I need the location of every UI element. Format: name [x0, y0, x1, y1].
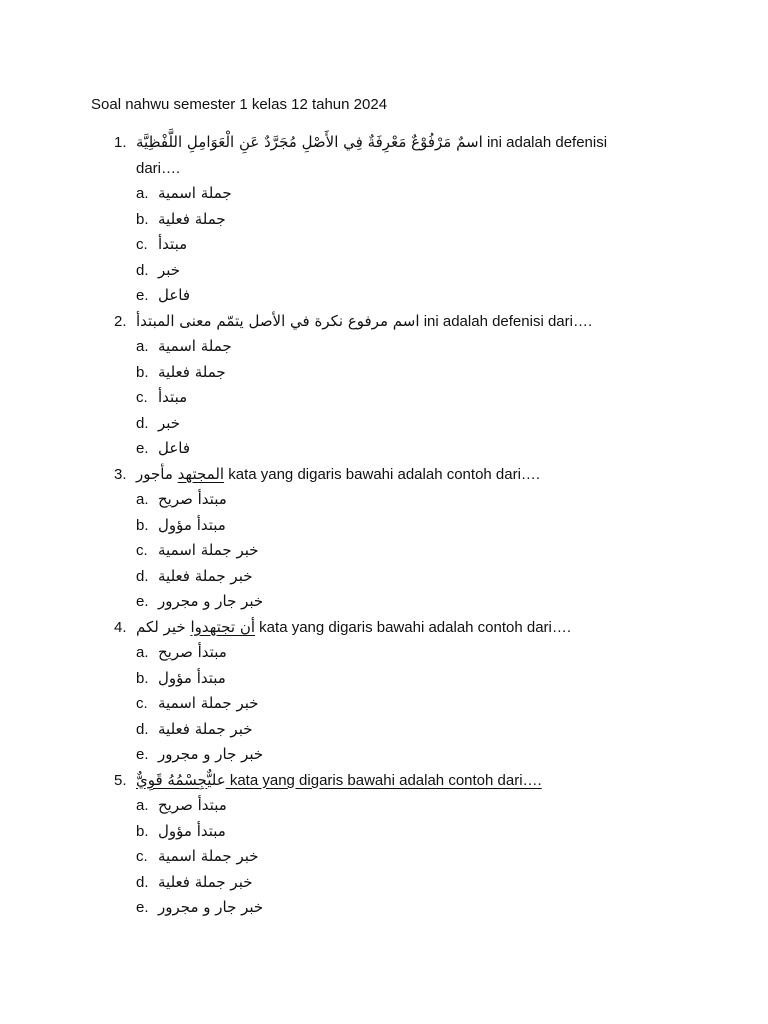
- underlined-arabic: أن تجتهدوا: [190, 617, 256, 636]
- option-letter: a.: [136, 185, 149, 202]
- option-text: خبر: [158, 260, 181, 279]
- option-text: خبر جملة فعلية: [158, 566, 253, 585]
- option-letter: c.: [136, 695, 148, 712]
- option-letter: c.: [136, 848, 148, 865]
- question-latin: kata yang digaris bawahi adalah contoh dari….: [255, 618, 572, 636]
- question-line: [0, 130, 768, 156]
- question-arabic: [136, 618, 255, 636]
- option-text: مبتدأ: [158, 235, 188, 253]
- option-text: مبتدأ مؤول: [158, 821, 226, 840]
- question-number: 5.: [114, 771, 127, 789]
- option-d: [0, 411, 768, 437]
- option-text: فاعل: [158, 439, 191, 457]
- option-letter: e.: [136, 287, 149, 304]
- option-b: [0, 819, 768, 845]
- option-c: [0, 538, 768, 564]
- underlined-arabic: جِسْمُهُ قَوِيٌّ: [136, 770, 208, 789]
- option-d: [0, 258, 768, 284]
- option-letter: b.: [136, 516, 149, 534]
- question-number: 2.: [114, 312, 127, 330]
- option-a: [0, 793, 768, 819]
- question-3: [0, 462, 768, 615]
- question-text: [136, 309, 592, 335]
- option-text: جملة فعلية: [158, 209, 226, 228]
- plain-arabic: مأجور: [136, 464, 173, 483]
- option-e: [0, 436, 768, 462]
- option-text: فاعل: [158, 286, 191, 304]
- option-letter: c.: [136, 236, 148, 253]
- option-c: [0, 232, 768, 258]
- option-letter: e.: [136, 440, 149, 457]
- option-a: [0, 640, 768, 666]
- question-line: [0, 615, 768, 641]
- question-1: [0, 130, 768, 309]
- option-text: مبتدأ: [158, 388, 188, 406]
- option-text: مبتدأ صريح: [158, 490, 227, 508]
- option-d: [0, 717, 768, 743]
- question-number: 1.: [114, 134, 127, 151]
- question-arabic: [136, 771, 226, 789]
- option-d: [0, 564, 768, 590]
- question-latin: ini adalah defenisi dari….: [419, 312, 593, 330]
- option-b: [0, 513, 768, 539]
- question-list: [0, 130, 768, 921]
- option-letter: d.: [136, 414, 149, 432]
- option-letter: c.: [136, 389, 148, 406]
- question-arabic: اسم مرفوع نكرة في الأصل يتمّم معنى المبتدأ: [136, 311, 420, 330]
- question-number: 3.: [114, 465, 127, 483]
- option-letter: d.: [136, 873, 149, 891]
- option-text: خبر جملة اسمية: [158, 847, 259, 865]
- option-text: مبتدأ صريح: [158, 643, 227, 661]
- question-line: [0, 309, 768, 335]
- question-arabic: اسمٌ مَرْفُوْعٌ مَعْرِفَةٌ فِي الأَصْلِ مُجَرَّدٌ عَنِ الْعَوَامِلِ اللَّفْظِيَّة: [136, 133, 483, 151]
- option-e: [0, 895, 768, 921]
- question-latin: ini adalah defenisi: [482, 134, 608, 151]
- question-text: [136, 130, 607, 156]
- option-text: جملة اسمية: [158, 337, 232, 355]
- option-letter: b.: [136, 822, 149, 840]
- option-text: خبر جار و مجرور: [158, 592, 264, 610]
- option-letter: a.: [136, 491, 149, 508]
- option-text: خبر: [158, 413, 181, 432]
- option-letter: a.: [136, 644, 149, 661]
- option-text: جملة فعلية: [158, 362, 226, 381]
- option-text: مبتدأ مؤول: [158, 515, 226, 534]
- option-letter: b.: [136, 363, 149, 381]
- plain-arabic: عليٌّ: [207, 770, 226, 789]
- option-a: [0, 181, 768, 207]
- option-e: [0, 742, 768, 768]
- option-d: [0, 870, 768, 896]
- question-text: [136, 768, 542, 794]
- question-continuation: dari….: [136, 159, 181, 177]
- option-letter: e.: [136, 746, 149, 763]
- option-b: [0, 207, 768, 233]
- question-line: [0, 462, 768, 488]
- question-number: 4.: [114, 618, 127, 636]
- option-a: [0, 487, 768, 513]
- option-text: خبر جار و مجرور: [158, 898, 264, 916]
- question-latin: kata yang digaris bawahi adalah contoh dari….: [224, 465, 541, 483]
- option-e: [0, 589, 768, 615]
- option-letter: b.: [136, 669, 149, 687]
- option-letter: d.: [136, 261, 149, 279]
- option-text: خبر جملة اسمية: [158, 541, 259, 559]
- option-e: [0, 283, 768, 309]
- option-letter: b.: [136, 210, 149, 228]
- question-text: [136, 615, 571, 641]
- plain-arabic: خير لكم: [136, 617, 186, 636]
- option-text: خبر جار و مجرور: [158, 745, 264, 763]
- option-letter: a.: [136, 797, 149, 814]
- option-letter: e.: [136, 593, 149, 610]
- question-2: [0, 309, 768, 462]
- document-title: Soal nahwu semester 1 kelas 12 tahun 2024: [91, 96, 388, 113]
- option-text: خبر جملة فعلية: [158, 719, 253, 738]
- question-4: [0, 615, 768, 768]
- question-line-continued: [0, 156, 768, 182]
- option-c: [0, 691, 768, 717]
- question-latin: kata yang digaris bawahi adalah contoh dari….: [225, 771, 542, 789]
- option-c: [0, 844, 768, 870]
- option-b: [0, 666, 768, 692]
- option-c: [0, 385, 768, 411]
- option-text: مبتدأ مؤول: [158, 668, 226, 687]
- question-line: [0, 768, 768, 794]
- option-letter: a.: [136, 338, 149, 355]
- option-letter: d.: [136, 720, 149, 738]
- question-5: [0, 768, 768, 921]
- option-letter: d.: [136, 567, 149, 585]
- option-letter: e.: [136, 899, 149, 916]
- question-arabic: [136, 465, 224, 483]
- option-text: جملة اسمية: [158, 184, 232, 202]
- option-a: [0, 334, 768, 360]
- option-letter: c.: [136, 542, 148, 559]
- question-text: [136, 462, 540, 488]
- option-b: [0, 360, 768, 386]
- option-text: مبتدأ صريح: [158, 796, 227, 814]
- option-text: خبر جملة اسمية: [158, 694, 259, 712]
- underlined-arabic: المجتهد: [177, 464, 225, 483]
- option-text: خبر جملة فعلية: [158, 872, 253, 891]
